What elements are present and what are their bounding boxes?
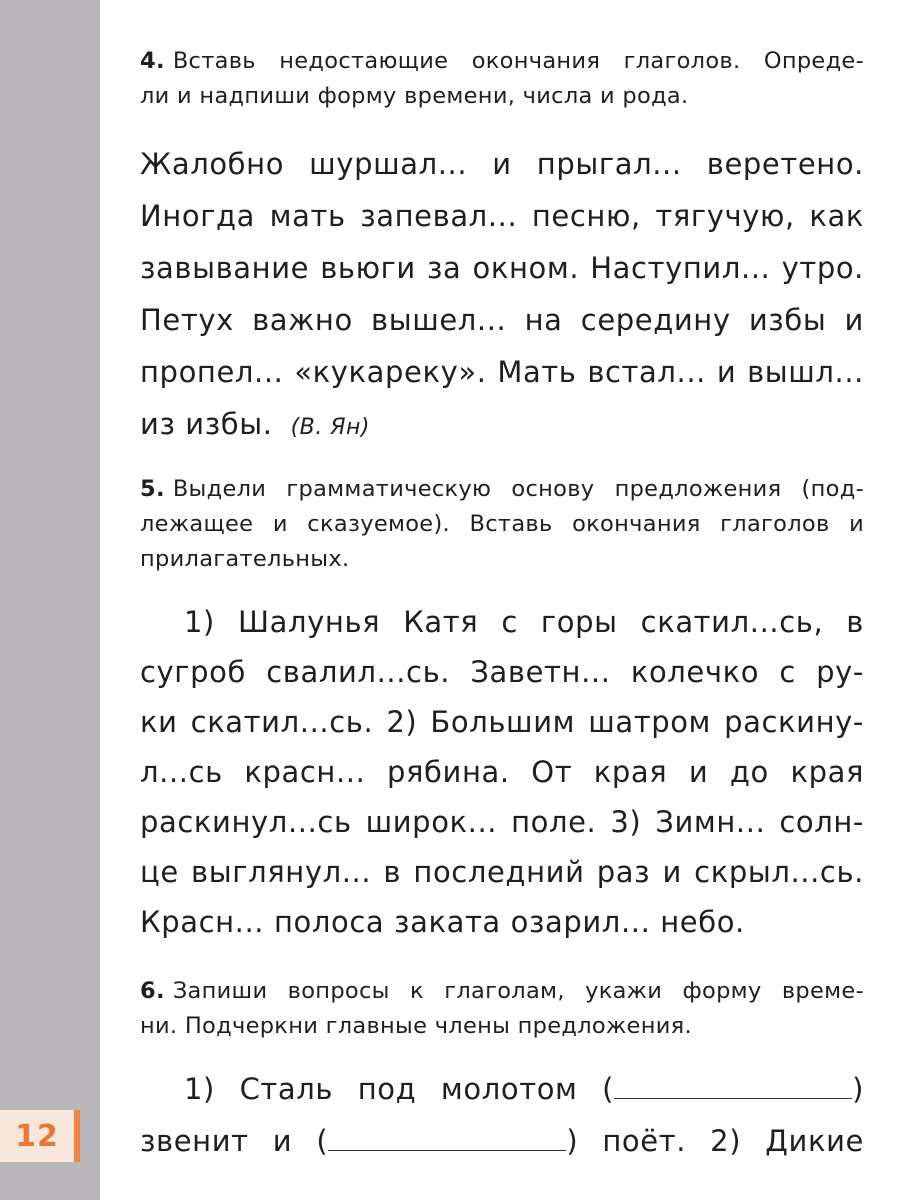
task-4-line: Жалобно шуршал... и прыгал... веретено. xyxy=(140,147,864,181)
task-4-instruction xyxy=(140,44,864,114)
answer-blank-1[interactable] xyxy=(614,1076,852,1099)
task-5-line: це выглянул... в последний раз и скрыл...сь. xyxy=(140,855,864,889)
task-5-instruction-line-3: прилагательных. xyxy=(140,546,350,572)
task-4-line: из избы. xyxy=(140,407,273,441)
task-5-instruction-line-2: лежащее и сказуемое). Вставь окончания глаголов и xyxy=(140,511,864,537)
task-4-instruction-line-1: Вставь недостающие окончания глаголов. Опреде- xyxy=(172,48,864,74)
task-6-instruction-line-1: Запиши вопросы к глаголам, укажи форму време- xyxy=(172,978,864,1004)
left-margin-strip xyxy=(0,0,100,1200)
task-6-instruction-line-2: ни. Подчеркни главные члены предложения. xyxy=(140,1013,692,1039)
page-number: 12 xyxy=(0,1110,80,1162)
task-4-number: 4. xyxy=(140,48,165,74)
task-6-text xyxy=(140,1063,864,1167)
answer-blank-2[interactable] xyxy=(328,1128,566,1151)
task-6-line-1 xyxy=(140,1063,864,1115)
task-5-instruction xyxy=(140,472,864,577)
task-4-last-line xyxy=(140,398,864,454)
task-4-line: пропел... «кукареку». Мать встал... и вышл... xyxy=(140,355,864,389)
task-6-line-1-text: 1) Сталь под молотом ( xyxy=(184,1072,615,1106)
task-5-line: сугроб свалил...сь. Заветн... колечко с ру- xyxy=(140,655,864,689)
task-5-line: ки скатил...сь. 2) Большим шатром раскину- xyxy=(140,705,864,739)
task-6-line-1-close: ) xyxy=(852,1072,864,1106)
task-5-line: Красн... полоса заката озарил... небо. xyxy=(140,905,745,939)
task-5-number: 5. xyxy=(140,476,165,502)
task-5-instruction-line-1: Выдели грамматическую основу предложения (под- xyxy=(172,476,864,502)
task-6-line-2 xyxy=(140,1115,864,1167)
task-5-line: л...сь красн... рябина. От края и до края xyxy=(140,755,864,789)
task-4-instruction-line-2: ли и надпиши форму времени, числа и рода. xyxy=(140,83,689,109)
task-6-instruction xyxy=(140,974,864,1044)
task-4-author: (В. Ян) xyxy=(290,415,370,440)
task-5-text xyxy=(140,597,864,947)
task-4-line: завывание вьюги за окном. Наступил... утро. xyxy=(140,251,864,285)
task-6-line-2-start: звенит и ( xyxy=(140,1124,329,1158)
task-5-line: раскинул...сь широк... поле. 3) Зимн... солн- xyxy=(140,805,864,839)
task-5-line: 1) Шалунья Катя с горы скатил...сь, в xyxy=(184,605,864,639)
task-4-line: Иногда мать запевал... песню, тягучую, как xyxy=(140,199,864,233)
task-4-text xyxy=(140,138,864,454)
task-6-number: 6. xyxy=(140,978,165,1004)
task-6-line-2-end: ) поёт. 2) Дикие xyxy=(566,1124,864,1158)
task-4-line: Петух важно вышел... на середину избы и xyxy=(140,303,864,337)
